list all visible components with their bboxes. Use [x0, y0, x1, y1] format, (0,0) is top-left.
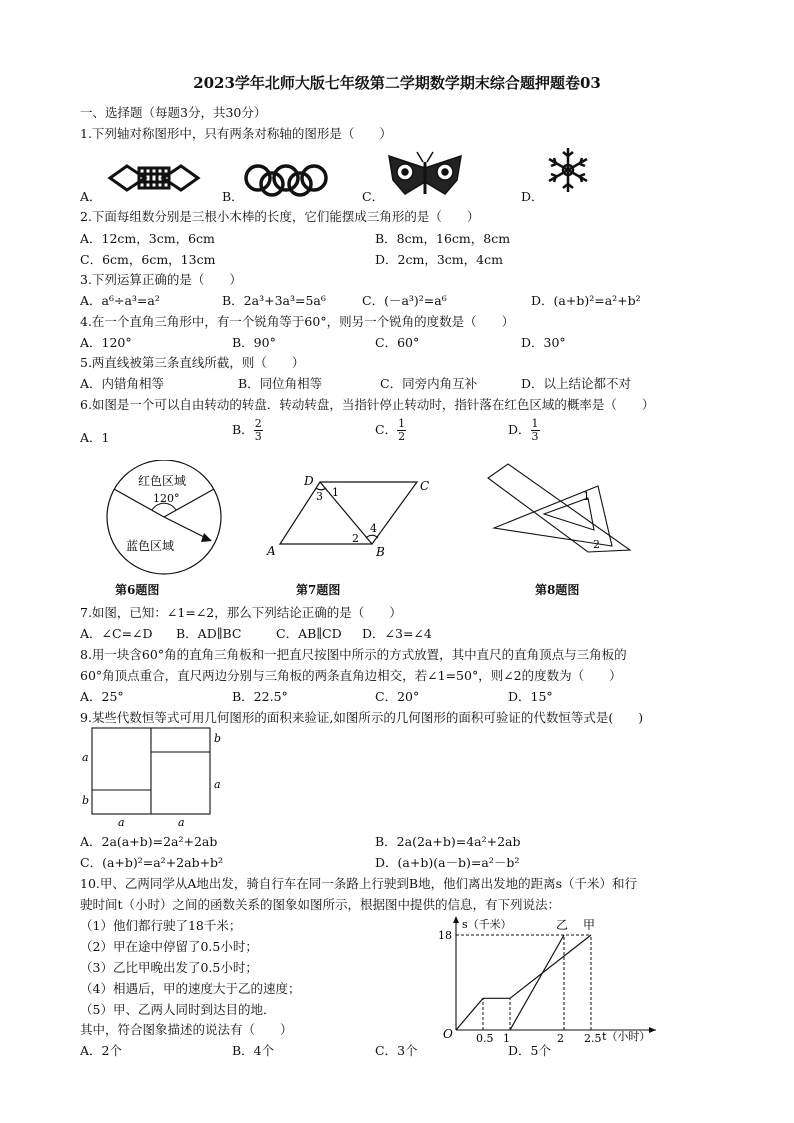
q1-stem: 1.下列轴对称图形中，只有两条对称轴的图形是（ ）: [80, 126, 392, 141]
fig8-caption: 第8题图: [535, 583, 580, 597]
fraction-numerator: 1: [398, 417, 406, 430]
q10-distance-time-chart: [436, 912, 666, 1048]
x-tick-label: 2: [557, 1032, 564, 1045]
side-b-label: b: [82, 794, 90, 807]
q9-option-d[interactable]: D．(a+b)(a－b)=a²－b²: [375, 855, 520, 870]
fraction-denominator: 3: [531, 430, 539, 443]
angle-3-label: 3: [316, 490, 323, 503]
q2-stem: 2.下面每组数分别是三根小木棒的长度，它们能摆成三角形的是（ ）: [80, 209, 480, 224]
q2-option-a[interactable]: A．12cm，3cm，6cm: [80, 231, 215, 246]
q5-option-d[interactable]: D．以上结论都不对: [521, 376, 632, 391]
side-b-label: b: [214, 732, 222, 745]
angle-4-label: 4: [370, 522, 377, 535]
series-label: 乙: [556, 918, 569, 932]
q2-option-c[interactable]: C．6cm，6cm，13cm: [80, 252, 216, 267]
q6-option-c-label: C．: [375, 422, 398, 437]
q2-option-d[interactable]: D．2cm，3cm，4cm: [375, 252, 503, 267]
blue-region-label: 蓝色区域: [126, 539, 175, 553]
point-d-label: D: [304, 474, 314, 488]
q4-option-d[interactable]: D．30°: [521, 335, 566, 350]
q8-option-a[interactable]: A．25°: [80, 689, 124, 704]
q10-option-a[interactable]: A．2个: [80, 1043, 122, 1058]
q5-option-b[interactable]: B．同位角相等: [238, 376, 323, 391]
q9-option-c[interactable]: C．(a+b)²=a²+2ab+b²: [80, 855, 224, 870]
q10-item-2: （2）甲在途中停留了0.5小时；: [80, 939, 258, 954]
olympic-rings-icon: [242, 160, 330, 198]
q1-option-b[interactable]: B．: [222, 189, 244, 204]
q9-stem: 9.某些代数恒等式可用几何图形的面积来验证,如图所示的几何图形的面积可验证的代数恒等式是( ): [80, 710, 644, 725]
q3-option-d[interactable]: D．(a+b)²=a²+b²: [531, 293, 641, 308]
fraction-numerator: 1: [531, 417, 539, 430]
q8-option-c[interactable]: C．20°: [375, 689, 420, 704]
q9-option-a[interactable]: A．2a(a+b)=2a²+2ab: [80, 834, 218, 849]
diagonal-db: [320, 482, 372, 544]
q6-option-a-label: A．: [80, 430, 102, 445]
q8-option-b[interactable]: B．22.5°: [232, 689, 288, 704]
snowflake-icon: [545, 146, 591, 194]
fraction-denominator: 2: [398, 430, 406, 443]
q8-line2: 60°角顶点重合，直尺两边分别与三角板的两条直角边相交，若∠1=50°，则∠2的度数为（ ）: [80, 668, 622, 683]
angle-1-label: 1: [583, 490, 590, 503]
origin-label: O: [443, 1027, 453, 1041]
q10-item-5: （5）甲、乙两人同时到达目的地．: [80, 1002, 276, 1017]
fig6-spinner: [100, 460, 230, 575]
q6-option-a-value: 1: [101, 430, 110, 445]
q10-item-1: （1）他们都行驶了18千米；: [80, 918, 242, 933]
q6-option-d-fraction: [531, 418, 540, 443]
q4-option-a[interactable]: A．120°: [80, 335, 132, 350]
q10-option-c[interactable]: C．3个: [375, 1043, 418, 1058]
q6-option-c-fraction: [397, 418, 406, 443]
q1-option-c[interactable]: C．: [362, 189, 385, 204]
q10-option-d[interactable]: D．5个: [508, 1043, 551, 1058]
series-line-乙: [510, 935, 564, 1030]
x-tick-label: 0.5: [476, 1032, 494, 1045]
q2-option-b[interactable]: B．8cm，16cm，8cm: [375, 231, 511, 246]
point-b-label: B: [376, 545, 385, 559]
fig8-ruler-triangle: [480, 462, 640, 557]
y-tick-label: 18: [438, 929, 452, 942]
fig7-caption: 第7题图: [296, 583, 341, 597]
q7-option-b[interactable]: B．AD∥BC: [176, 626, 242, 641]
q10-line2: 驶时间t（小时）之间的函数关系的图象如图所示，根据图中提供的信息，有下列说法：: [80, 897, 561, 912]
q6-option-b[interactable]: [232, 418, 263, 443]
q10-item-4: （4）相遇后，甲的速度大于乙的速度；: [80, 981, 301, 996]
q10-option-b[interactable]: B．4个: [232, 1043, 275, 1058]
q7-option-d[interactable]: D．∠3=∠4: [362, 626, 432, 641]
q6-option-b-label: B．: [232, 422, 254, 437]
bottom-a-label: a: [118, 816, 125, 828]
q5-option-a[interactable]: A．内错角相等: [80, 376, 165, 391]
q4-option-b[interactable]: B．90°: [232, 335, 276, 350]
butterfly-icon: [385, 150, 465, 200]
chinese-knot-icon: [105, 158, 203, 198]
angle-2-label: 2: [593, 538, 600, 551]
q5-stem: 5.两直线被第三条直线所截，则（ ）: [80, 355, 305, 370]
fig9-area-diagram: [78, 724, 228, 828]
q10-line1: 10.甲、乙两同学从A地出发，骑自行车在同一条路上行驶到B地，他们离出发地的距离s（千米）和行: [80, 876, 638, 891]
q7-option-c[interactable]: C．AB∥CD: [276, 626, 342, 641]
quadrilateral-outline: [280, 482, 417, 544]
q3-stem: 3.下列运算正确的是（ ）: [80, 272, 242, 287]
y-axis-label: s（千米）: [462, 918, 512, 931]
bottom-a-label: a: [178, 816, 185, 828]
q10-ask: 其中，符合图象描述的说法有（ ）: [80, 1022, 293, 1037]
pointer-arrow-icon: [201, 533, 212, 542]
q6-stem: 6.如图是一个可以自由转动的转盘．转动转盘，当指针停止转动时，指针落在红色区域的概率是（ ）: [80, 397, 655, 412]
angle-1-label: 1: [332, 486, 339, 499]
q6-option-d[interactable]: [508, 418, 540, 443]
side-a-label: a: [82, 751, 89, 764]
fraction-denominator: 3: [254, 430, 262, 443]
q8-line1: 8.用一块含60°角的直角三角板和一把直尺按图中所示的方式放置，其中直尺的直角顶点与三角板的: [80, 647, 627, 662]
q4-stem: 4.在一个直角三角形中，有一个锐角等于60°，则另一个锐角的度数是（ ）: [80, 314, 515, 329]
fig7-quadrilateral: [262, 474, 434, 560]
side-a-label: a: [214, 778, 221, 791]
q9-option-b[interactable]: B．2a(2a+b)=4a²+2ab: [375, 834, 521, 849]
red-region-label: 红色区域: [138, 474, 187, 488]
q10-item-3: （3）乙比甲晚出发了0.5小时；: [80, 960, 258, 975]
angle-label: 120°: [153, 492, 180, 505]
q6-option-d-label: D．: [508, 422, 531, 437]
q5-option-c[interactable]: C．同旁内角互补: [380, 376, 478, 391]
fig6-caption: 第6题图: [115, 583, 160, 597]
x-tick-label: 1: [503, 1032, 510, 1045]
q3-option-c[interactable]: C．(－a³)²=a⁶: [362, 293, 447, 308]
point-a-label: A: [267, 544, 276, 558]
x-axis-label: t（小时）: [602, 1030, 651, 1043]
q4-option-c[interactable]: C．60°: [375, 335, 420, 350]
q6-option-b-fraction: [254, 418, 263, 443]
angle-2-label: 2: [352, 532, 359, 545]
series-label: 甲: [583, 918, 596, 932]
q3-option-a[interactable]: A．a⁶÷a³=a²: [80, 293, 160, 308]
q7-stem: 7.如图，已知：∠1=∠2，那么下列结论正确的是（ ）: [80, 605, 402, 620]
q7-option-a[interactable]: A．∠C=∠D: [80, 626, 153, 641]
page-title: 2023学年北师大版七年级第二学期数学期末综合题押题卷03: [193, 74, 601, 92]
q6-option-c[interactable]: [375, 418, 406, 443]
q6-option-a[interactable]: [80, 428, 109, 446]
q1-option-d[interactable]: D．: [521, 189, 544, 204]
y-axis-arrow-icon: [453, 916, 459, 923]
q8-option-d[interactable]: D．15°: [508, 689, 553, 704]
x-tick-label: 2.5: [584, 1032, 602, 1045]
q3-option-b[interactable]: B．2a³+3a³=5a⁶: [222, 293, 326, 308]
fraction-numerator: 2: [254, 417, 262, 430]
q1-option-a[interactable]: A．: [80, 189, 102, 204]
section-heading: 一、选择题（每题3分，共30分）: [80, 105, 267, 120]
series-line-甲: [456, 935, 591, 1030]
point-c-label: C: [420, 479, 430, 493]
